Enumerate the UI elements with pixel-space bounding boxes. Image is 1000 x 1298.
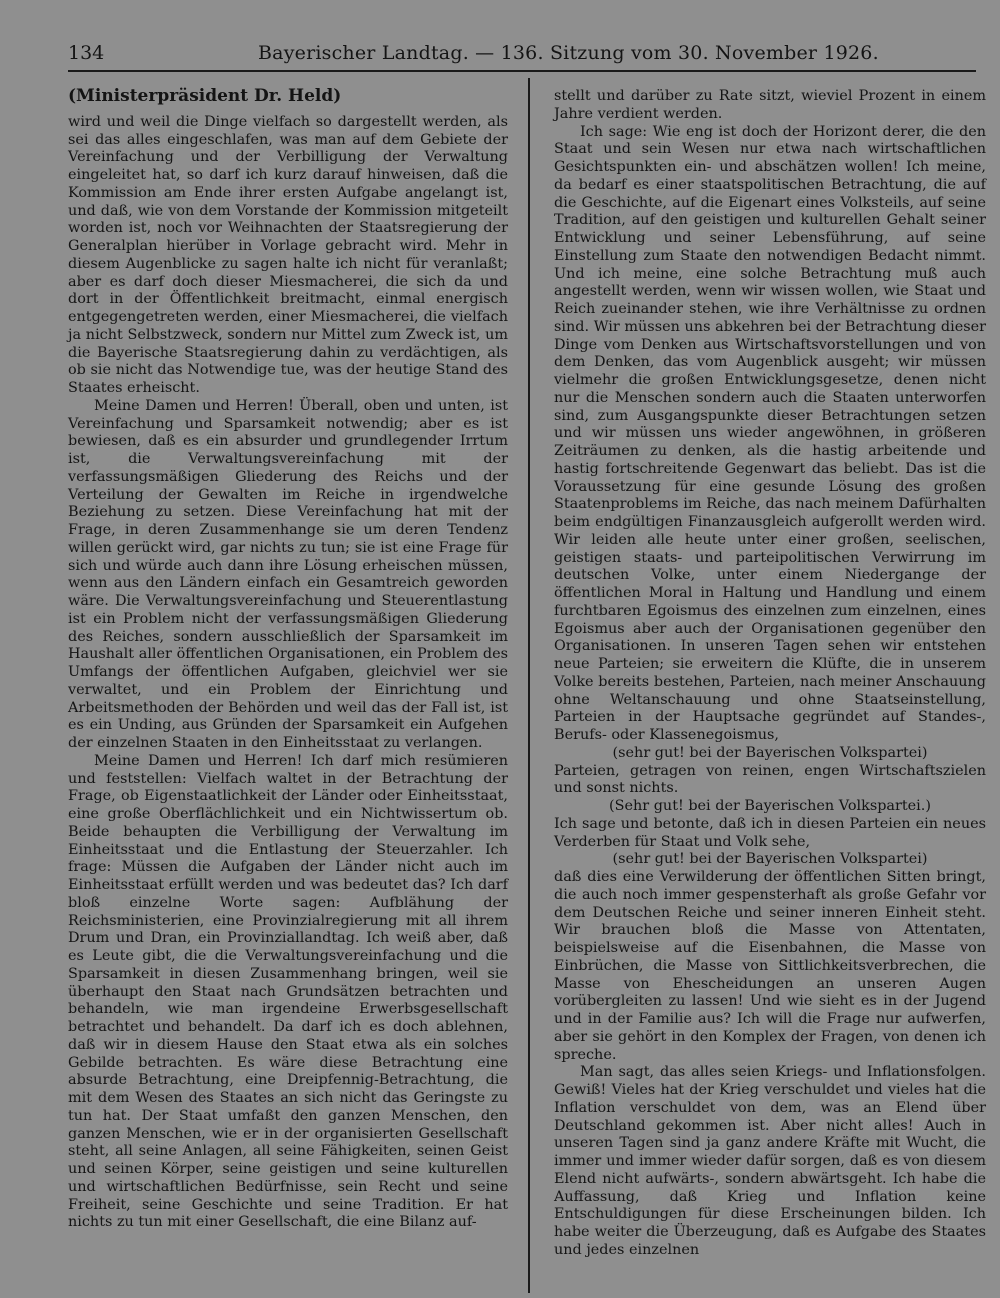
paragraph: stellt und darüber zu Rate sitzt, wieviel Prozent in einem Jahre verdient werden.	[554, 88, 986, 122]
left-column	[68, 88, 508, 1232]
running-header	[68, 40, 976, 72]
paragraph: Ich sage und betonte, daß ich in diesen Parteien ein neues Verderben für Staat und Volk sehe,	[554, 815, 986, 850]
paragraph: Man sagt, das alles seien Kriegs- und Inflationsfolgen. Gewiß! Vieles hat der Krieg verschuldet und vieles hat die Inflation verschuldet von dem, was an Elend über Deutschland gekommen ist. Aber nicht alles! Auch in unseren Tagen sind ja ganz andere Kräfte mit Wucht, die immer und immer wieder dafür sorgen, daß es von diesem Elend nicht aufwärts-, sondern abwärtsgeht. Ich habe die Auffassung, daß Krieg und Inflation keine Entschuldigungen für diese Erscheinungen bilden. Ich habe weiter die Überzeugung, daß es Aufgabe des Staates und jedes einzelnen	[554, 1064, 986, 1258]
paragraph: Meine Damen und Herren! Ich darf mich resümieren und feststellen: Vielfach waltet in der Betrachtung der Frage, ob Eigenstaatlichkeit der Länder oder Einheitsstaat, eine große Oberflächlichkeit und ein Nichtwissertum ob. Beide behaupten die Verbilligung der Verwaltung im Einheitsstaat und die Entlastung der Steuerzahler. Ich frage: Müssen die Aufgaben der Länder nicht auch im Einheitsstaat erfüllt werden und was bedeutet das? Ich darf bloß einzelne Worte sagen: Aufblähung der Reichsministerien, eine Provinzialregierung mit all ihrem Drum und Dran, ein Provinziallandtag. Ich weiß aber, daß es Leute gibt, die die Verwaltungsvereinfachung und die Sparsamkeit in diesen Zusammenhang bringen, weil sie überhaupt den Staat nach Grundsätzen betrachten und behandeln, wie man irgendeine Erwerbsgesellschaft betrachtet und behandelt. Da darf ich es doch ablehnen, daß wir in diesem Hause den Staat etwa als ein solches Gebilde betrachten. Es wäre diese Betrachtung eine absurde Betrachtung, eine Dreipfennig-Betrachtung, die mit dem Wesen des Staates an sich nicht das Geringste zu tun hat. Der Staat umfaßt den ganzen Menschen, den ganzen Menschen, wie er in der organisierten Gesellschaft steht, all seine Anlagen, all seine Fähigkeiten, seinen Geist und seinen Körper, seine geistigen und seine kulturellen und wirtschaftlichen Bedürfnisse, sein Recht und seine Freiheit, seine Geschichte und seine Tradition. Er hat nichts zu tun mit einer Gesellschaft, die eine Bilanz auf-	[68, 752, 508, 1231]
running-head-title: Bayerischer Landtag. — 136. Sitzung vom 30. November 1926.	[258, 42, 879, 64]
interjection: (sehr gut! bei der Bayerischen Volkspartei)	[612, 744, 928, 761]
paragraph: daß dies eine Verwilderung der öffentlichen Sitten bringt, die auch noch immer gespensterhaft als große Gefahr vor dem Deutschen Reiche und seiner inneren Einheit steht. Wir brauchen bloß die Masse von Attentaten, beispielsweise auf die Eisenbahnen, die Masse von Einbrüchen, die Masse von Sittlichkeitsverbrechen, die Masse von Ehescheidungen an unseren Augen vorübergleiten zu lassen! Und wie sieht es in der Jugend und in der Familie aus? Ich will die Frage nur aufwerfen, aber sie gehört in den Komplex der Fragen, von denen ich spreche.	[554, 869, 986, 1063]
interjection: (Sehr gut! bei der Bayerischen Volkspartei.)	[609, 798, 931, 814]
column-divider	[528, 78, 530, 1293]
page-number: 134	[68, 42, 105, 64]
right-column	[554, 88, 986, 1260]
speaker-label: (Ministerpräsident Dr. Held)	[68, 86, 342, 106]
paragraph: Ich sage: Wie eng ist doch der Horizont derer, die den Staat und sein Wesen nur etwa nach wirtschaftlichen Gesichtspunkten ein- und abschätzen wollen! Ich meine, da bedarf es einer staatspolitischen Betrachtung, die auf die Geschichte, auf die Eigenart eines Volksteils, auf seine Tradition, auf den geistigen und kulturellen Gehalt seiner Entwicklung und seiner Lebensführung, auf seine Einstellung zum Staate den notwendigen Bedacht nimmt. Und ich meine, eine solche Betrachtung muß auch angestellt werden, wenn wir wissen wollen, wie Staat und Reich zueinander stehen, wie ihre Verhältnisse zu ordnen sind. Wir müssen uns abkehren bei der Betrachtung dieser Dinge vom Denken aus Wirtschaftsvorstellungen und von dem Denken, das vom Augenblick ausgeht; wir müssen vielmehr die großen Entwicklungsgesetze, denen nicht nur die Menschen sondern auch die Staaten unterworfen sind, zum Ausgangspunkte dieser Betrachtungen setzen und wir müssen uns wieder angewöhnen, in größeren Zeiträumen zu denken, als die hastig arbeitende und hastig fortschreitende Gegenwart das beliebt. Das ist die Voraussetzung für eine gesunde Lösung des großen Staatenproblems im Reiche, das nach meinem Dafürhalten beim endgültigen Finanzausgleich aufgerollt werden wird. Wir leiden alle heute unter einer großen, seelischen, geistigen staats- und parteipolitischen Verwirrung im deutschen Volke, unter einem Niedergange der öffentlichen Moral in Haltung und Handlung und einem furchtbaren Egoismus des einzelnen zum einzelnen, eines Egoismus aber auch der Organisationen gegenüber den Organisationen. In unseren Tagen sehen wir entstehen neue Parteien; sie erweitern die Klüfte, die in unserem Volke bereits bestehen, Parteien, nach meiner Anschauung ohne Weltanschauung und ohne Staatseinstellung, Parteien in der Hauptsache gegründet auf Standes-, Berufs- oder Klassenegoismus,	[554, 123, 986, 743]
paragraph: Parteien, getragen von reinen, engen Wirtschaftszielen und sonst nichts.	[554, 762, 986, 797]
paragraph: Meine Damen und Herren! Überall, oben und unten, ist Vereinfachung und Sparsamkeit notwendig; aber es ist bewiesen, daß es ein absurder und grundlegender Irrtum ist, die Verwaltungsvereinfachung mit der verfassungsmäßigen Gliederung des Reichs und der Verteilung der Gewalten im Reiche in irgendwelche Beziehung zu setzen. Diese Vereinfachung hat mit der Frage, in deren Zusammenhange sie um deren Tendenz willen gerückt wird, gar nichts zu tun; sie ist eine Frage für sich und würde auch dann ihre Lösung erheischen müssen, wenn aus den Ländern einfach ein Gesamtreich geworden wäre. Die Verwaltungsvereinfachung und Steuerentlastung ist ein Problem nicht der verfassungsmäßigen Gliederung des Reiches, sondern ausschließlich der Sparsamkeit im Haushalt aller öffentlichen Organisationen, ein Problem des Umfangs der öffentlichen Aufgaben, gleichviel wer sie verwaltet, und ein Problem der Einrichtung und Arbeitsmethoden der Behörden und weil das der Fall ist, ist es ein Unding, aus Gründen der Sparsamkeit ein Aufgehen der einzelnen Staaten in den Einheitsstaat zu verlangen.	[68, 397, 508, 751]
interjection: (sehr gut! bei der Bayerischen Volkspartei)	[612, 851, 928, 868]
paragraph: wird und weil die Dinge vielfach so dargestellt werden, als sei das alles eingeschlafen, was man auf dem Gebiete der Vereinfachung und der Verbilligung der Verwaltung eingeleitet hat, so darf ich kurz darauf hinweisen, daß die Kommission am Ende ihrer ersten Aufgabe angelangt ist, und daß, wie von dem Vorstande der Kommission mitgeteilt worden ist, noch vor Weihnachten der Staatsregierung der Generalplan hierüber in Vorlage gebracht wird. Mehr in diesem Augenblicke zu sagen halte ich nicht für veranlaßt; aber es darf doch dieser Miesmacherei, die sich da und dort in der Öffentlichkeit breitmacht, einmal energisch entgegengetreten werden, einer Miesmacherei, die vielfach ja nicht Selbstzweck, sondern nur Mittel zum Zweck ist, um die Bayerische Staatsregierung dahin zu verdächtigen, als ob sie nicht das Notwendige tue, was der heutige Stand des Staates erheischt.	[68, 113, 508, 396]
